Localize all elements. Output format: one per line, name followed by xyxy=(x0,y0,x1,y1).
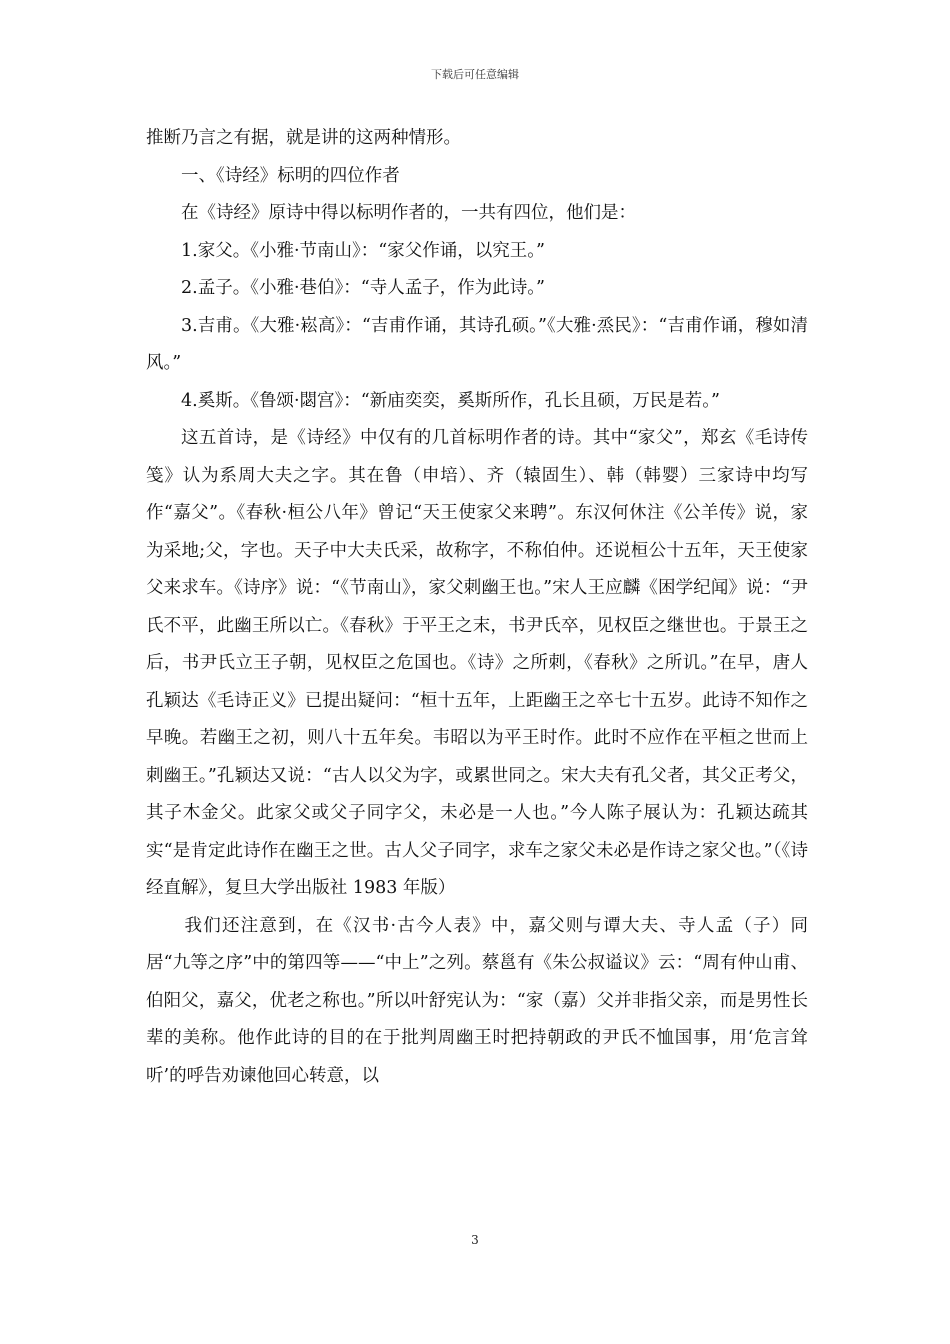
list-item-xisi: 4.奚斯。《鲁颂·閟宫》：“新庙奕奕，奚斯所作，孔长且硕，万民是若。” xyxy=(181,390,720,411)
paragraph-han-shu: 我们还注意到，在《汉书·古今人表》中，嘉父则与谭大夫、寺人孟（子）同居“九等之序”中的第四等——“中上”之列。蔡邕有《朱公叔谥议》云：“周有仲山甫、伯阳父，嘉父，优老之称也。”所以叶舒宪认为：“家（嘉）父并非指父亲，而是男性长辈的美称。他作此诗的目的在于批判周幽王时把持朝政的尹氏不恤国事，用‘危言耸听’的呼告劝谏他回心转意，以 xyxy=(146,915,808,1086)
paragraph-five-poems: 这五首诗，是《诗经》中仅有的几首标明作者的诗。其中“家父”，郑玄《毛诗传笺》认为系周大夫之字。其在鲁（申培）、齐（辕固生）、韩（韩婴）三家诗中均写作“嘉父”。《春秋·桓公八年》曾记“天王使家父来聘”。东汉何休注《公羊传》说，家为采地;父，字也。天子中大夫氏采，故称字，不称伯仲。还说桓公十五年，天王使家父来求车。《诗序》说：“《节南山》，家父刺幽王也。”宋人王应麟《困学纪闻》说：“尹氏不平，此幽王所以亡。《春秋》于平王之末，书尹氏卒，见权臣之继世也。于景王之后，书尹氏立王子朝，见权臣之危国也。《诗》之所刺，《春秋》之所讥。”在早，唐人孔颖达《毛诗正义》已提出疑问：“桓十五年，上距幽王之卒七十五岁。此诗不知作之早晚。若幽王之初，则八十五年矣。韦昭以为平王时作。此时不应作在平桓之世而上刺幽王。”孔颖达又说：“古人以父为字，或累世同之。宋大夫有孔父者，其父正考父，其子木金父。此家父或父子同字父，未必是一人也。”今人陈子展认为：孔颖达疏其实“是肯定此诗作在幽王之世。古人父子同字，求车之家父未必是作诗之家父也。”（《诗经直解》，复旦大学出版社 1983 年版） xyxy=(146,428,808,898)
page-number: 3 xyxy=(471,1233,479,1247)
list-item-jiafu: 1.家父。《小雅·节南山》：“家父作诵，以究王。” xyxy=(181,240,545,261)
paragraph-intro-end: 推断乃言之有据，就是讲的这两种情形。 xyxy=(146,128,461,148)
list-item-mengzi: 2.孟子。《小雅·巷伯》：“寺人孟子，作为此诗。” xyxy=(181,278,545,298)
section-heading: 一、《诗经》标明的四位作者 xyxy=(181,165,400,186)
document-body xyxy=(146,120,808,1095)
list-item-jifu: 3.吉甫。《大雅·崧高》：“吉甫作诵，其诗孔硕。”《大雅·烝民》：“吉甫作诵，穆如清风。” xyxy=(146,315,808,373)
page-header: 下载后可任意编辑 xyxy=(431,68,519,81)
paragraph-authors-intro: 在《诗经》原诗中得以标明作者的，一共有四位，他们是： xyxy=(181,203,636,223)
